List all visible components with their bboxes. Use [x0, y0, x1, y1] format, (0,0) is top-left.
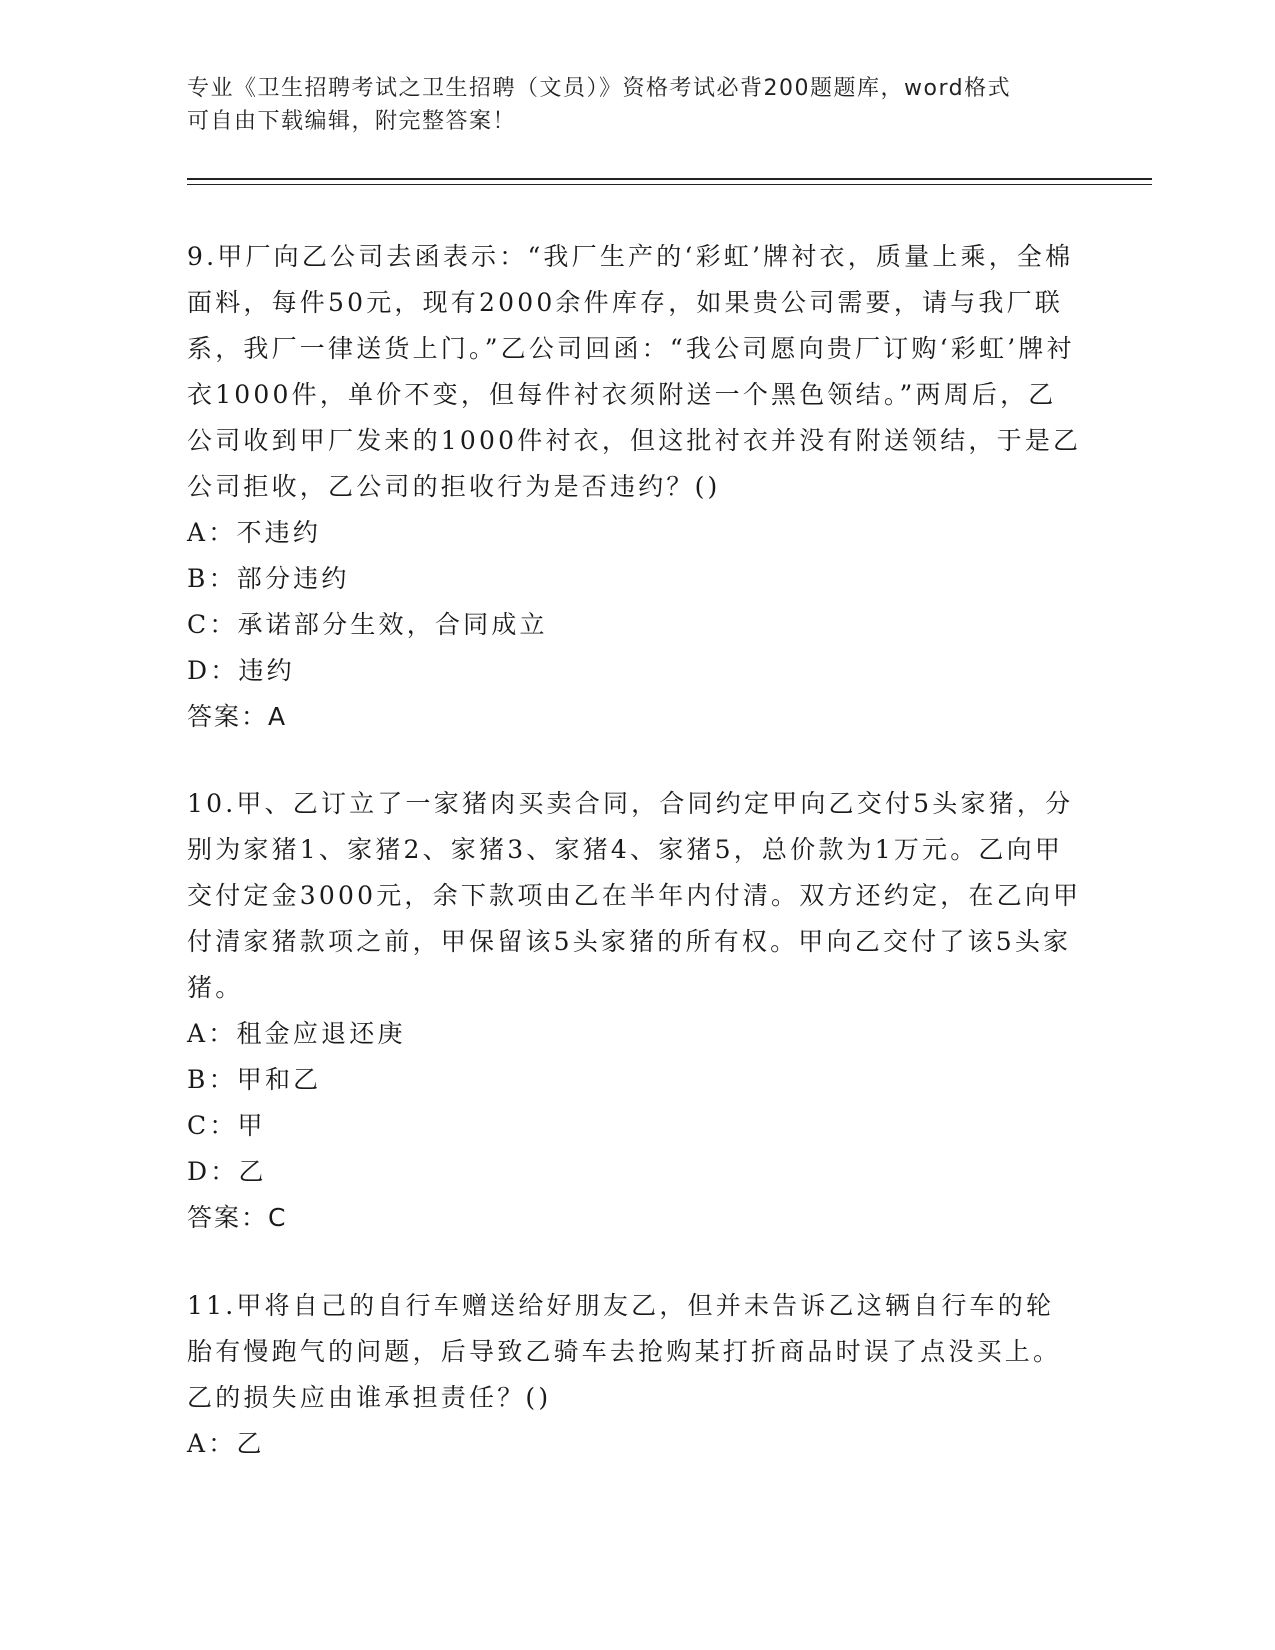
header-line-1: 专业《卫生招聘考试之卫生招聘（文员）》资格考试必背200题题库，word格式 — [187, 76, 1012, 101]
answer: 答案：C — [187, 1203, 288, 1232]
question-stem: 9.甲厂向乙公司去函表示：“我厂生产的‘彩虹’牌衬衣，质量上乘，全棉面料，每件50元，现有2000余件库存，如果贵公司需要，请与我厂联系，我厂一律送货上门。”乙公司回函：“我公司愿向贵厂订购‘彩虹’牌衬衣1000件，单价不变，但每件衬衣须附送一个黑色领结。”两周后，乙公司收到甲厂发来的1000件衬衣，但这批衬衣并没有附送领结，于是乙公司拒收，乙公司的拒收行为是否违约？() — [187, 242, 1082, 501]
header-line-2: 可自由下载编辑，附完整答案！ — [187, 109, 517, 134]
option-b: B：部分违约 — [187, 564, 350, 593]
header-rule-thick — [187, 178, 1152, 180]
document-header — [187, 72, 1067, 138]
option-c: C：甲 — [187, 1111, 266, 1140]
question-9 — [187, 234, 1082, 740]
option-a: A：不违约 — [187, 518, 322, 547]
option-d: D：乙 — [187, 1157, 267, 1186]
option-d: D：违约 — [187, 656, 295, 685]
question-11 — [187, 1283, 1082, 1467]
option-a: A：乙 — [187, 1429, 265, 1458]
option-c: C：承诺部分生效，合同成立 — [187, 610, 548, 639]
question-10 — [187, 781, 1082, 1241]
option-a: A：租金应退还庚 — [187, 1019, 406, 1048]
question-stem: 10.甲、乙订立了一家猪肉买卖合同，合同约定甲向乙交付5头家猪，分别为家猪1、家猪2、家猪3、家猪4、家猪5，总价款为1万元。乙向甲交付定金3000元，余下款项由乙在半年内付清。双方还约定，在乙向甲付清家猪款项之前，甲保留该5头家猪的所有权。甲向乙交付了该5头家猪。 — [187, 789, 1082, 1002]
header-rule-thin — [187, 184, 1152, 185]
option-b: B：甲和乙 — [187, 1065, 322, 1094]
answer: 答案：A — [187, 702, 288, 731]
question-stem: 11.甲将自己的自行车赠送给好朋友乙，但并未告诉乙这辆自行车的轮胎有慢跑气的问题，后导致乙骑车去抢购某打折商品时误了点没买上。乙的损失应由谁承担责任？() — [187, 1291, 1062, 1412]
